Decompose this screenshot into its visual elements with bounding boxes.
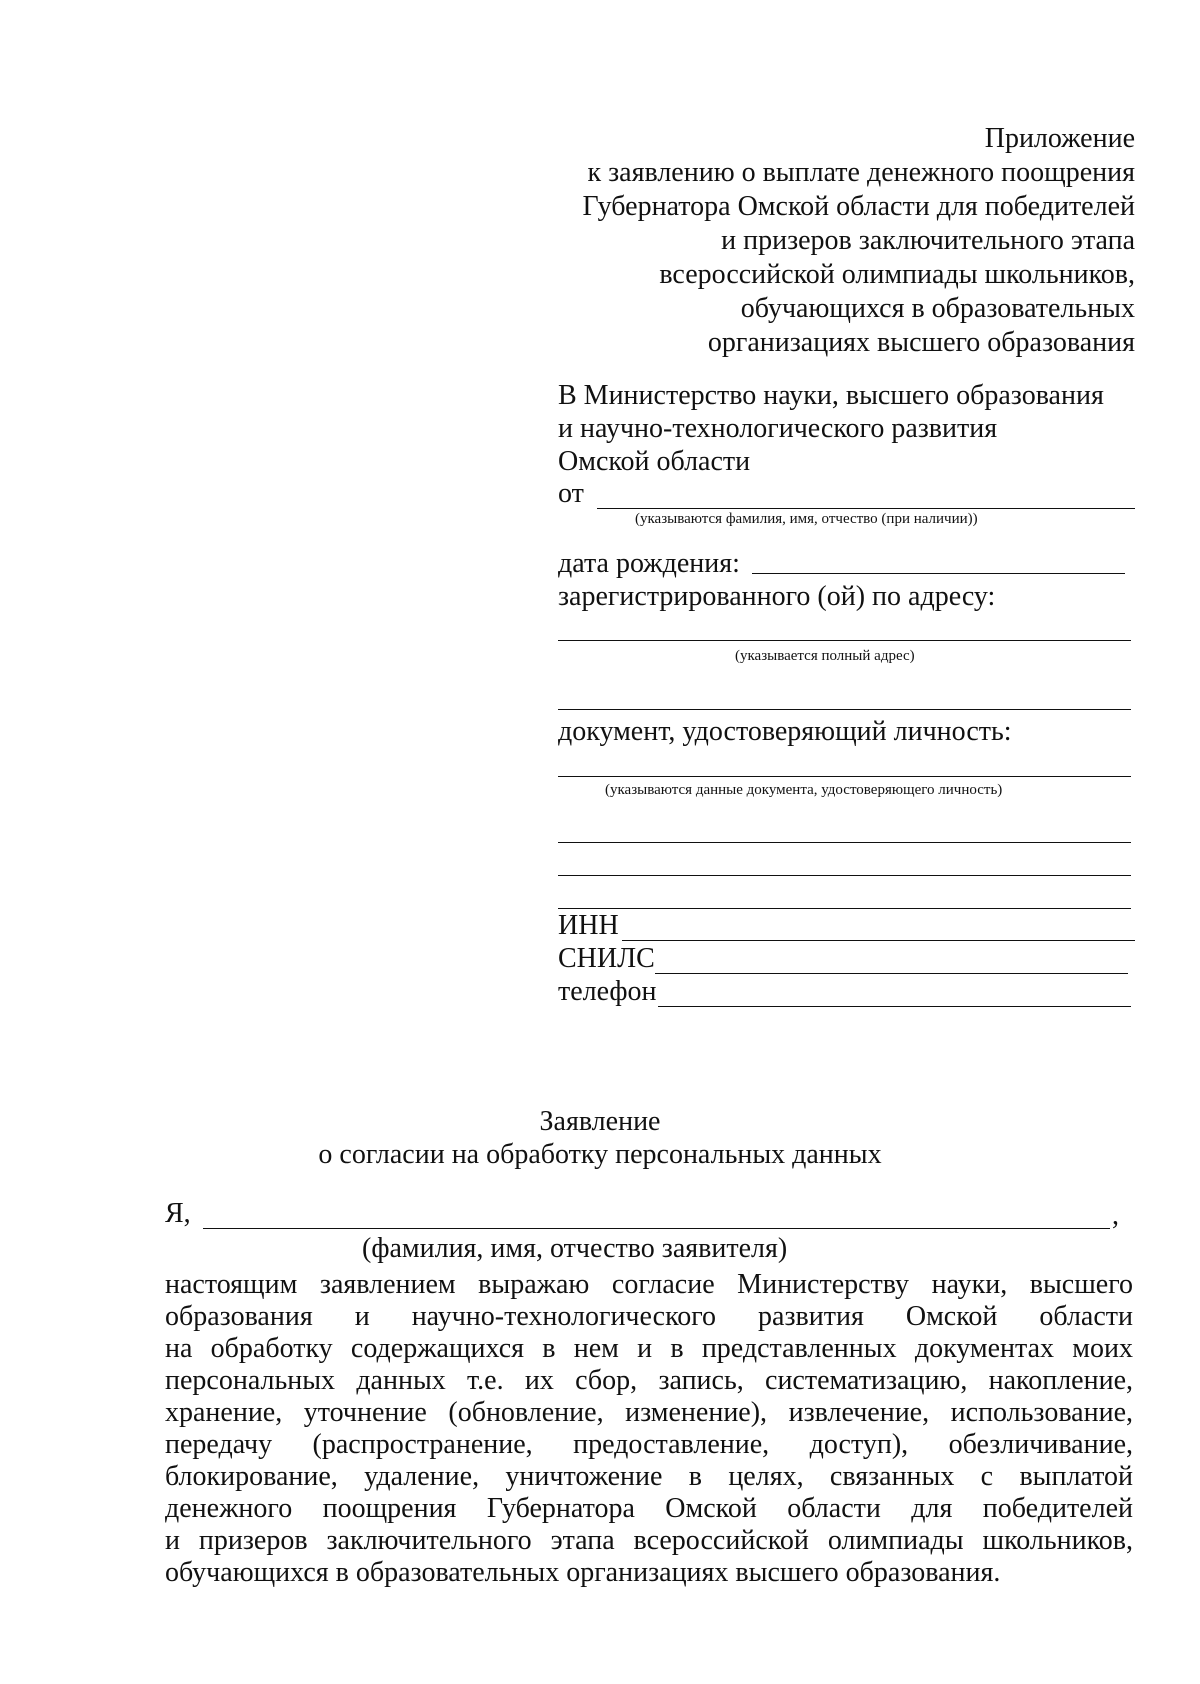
snils-label: СНИЛС [558,943,655,974]
id-document-field-2[interactable] [558,842,1131,843]
id-document-field-3[interactable] [558,875,1131,876]
body-line: денежного поощрения Губернатора Омской области для победителей [165,1493,1133,1524]
appendix-line: всероссийской олимпиады школьников, [659,259,1135,290]
inn-label: ИНН [558,910,619,941]
ya-label: Я, [165,1198,191,1229]
birth-date-label: дата рождения: [558,548,740,579]
id-document-label: документ, удостоверяющий личность: [558,716,1012,747]
appendix-line: Губернатора Омской области для победителей [582,191,1135,222]
body-line: передачу (распространение, предоставление, доступ), обезличивание, [165,1429,1133,1460]
appendix-header [495,122,1135,360]
phone-field[interactable] [658,1006,1131,1007]
body-last-line: обучающихся в образовательных организациях высшего образования. [165,1557,1001,1588]
id-document-field-1[interactable] [558,776,1131,777]
from-label: от [558,478,584,509]
statement-subtitle: о согласии на обработку персональных данных [318,1139,882,1170]
inn-field[interactable] [622,940,1135,941]
body-line: блокирование, удаление, уничтожение в целях, связанных с выплатой [165,1461,1133,1492]
body-line: образования и научно-технологического развития Омской области [165,1301,1133,1332]
addressee-line-2: и научно-технологического развития [558,413,998,444]
appendix-line: организациях высшего образования [707,327,1135,358]
birth-date-field[interactable] [752,573,1125,574]
appendix-line: Приложение [984,123,1135,154]
address-caption: (указывается полный адрес) [735,648,915,664]
body-line: персональных данных т.е. их сбор, запись, систематизацию, накопление, [165,1365,1133,1396]
body-line: и призеров заключительного этапа всероссийской олимпиады школьников, [165,1525,1133,1556]
address-field-2[interactable] [558,709,1131,710]
appendix-line: и призеров заключительного этапа [721,225,1135,256]
from-name-field[interactable] [597,508,1135,509]
statement-title: Заявление [539,1106,661,1137]
name-comma: , [1112,1200,1119,1231]
appendix-line: к заявлению о выплате денежного поощрения [587,157,1135,188]
body-line: на обработку содержащихся в нем и в представленных документах моих [165,1333,1133,1364]
from-caption: (указываются фамилия, имя, отчество (при наличии)) [635,511,978,527]
body-line: хранение, уточнение (обновление, изменение), извлечение, использование, [165,1397,1133,1428]
phone-label: телефон [558,976,657,1007]
id-document-caption: (указываются данные документа, удостоверяющего личность) [605,782,1003,798]
body-line: настоящим заявлением выражаю согласие Министерству науки, высшего [165,1269,1133,1300]
addressee-line-3: Омской области [558,446,751,477]
address-field-1[interactable] [558,640,1131,641]
applicant-name-caption: (фамилия, имя, отчество заявителя) [362,1233,788,1264]
applicant-name-field[interactable] [203,1228,1110,1229]
snils-field[interactable] [655,973,1128,974]
id-document-field-4[interactable] [558,908,1131,909]
addressee-line-1: В Министерство науки, высшего образования [558,380,1104,411]
appendix-line: обучающихся в образовательных [740,293,1135,324]
registered-address-label: зарегистрированного (ой) по адресу: [558,581,996,612]
